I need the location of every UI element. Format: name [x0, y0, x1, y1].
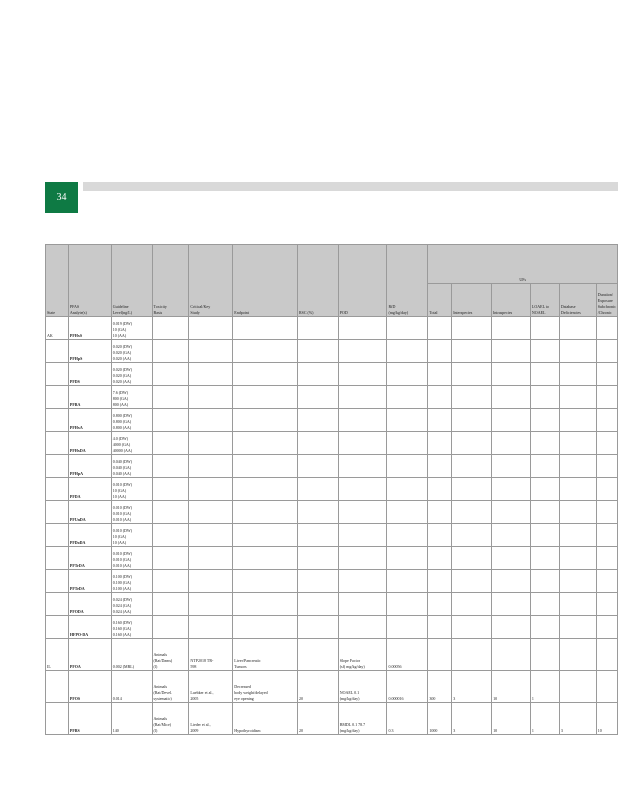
cell-inter: [452, 616, 492, 639]
cell-dur: [596, 501, 617, 524]
cell-db: [559, 501, 596, 524]
cell-total: [428, 616, 452, 639]
cell-endpoint: [233, 317, 298, 340]
cell-basis: [152, 478, 189, 501]
header-rsc: RSC (%): [297, 245, 338, 317]
cell-db: [559, 455, 596, 478]
cell-rfd: [387, 501, 428, 524]
cell-basis: [152, 570, 189, 593]
table-row: [46, 317, 618, 340]
cell-analyte: PFHxA: [68, 409, 111, 432]
cell-pod: [338, 524, 387, 547]
cell-inter: [452, 639, 492, 671]
cell-rsc: [297, 317, 338, 340]
cell-loael: [530, 432, 559, 455]
cell-loael: [530, 593, 559, 616]
cell-study: [189, 432, 233, 455]
cell-dur: [596, 570, 617, 593]
cell-total: 300: [428, 671, 452, 703]
cell-rfd: [387, 363, 428, 386]
cell-rsc: [297, 639, 338, 671]
cell-state: [46, 340, 69, 363]
table-row: [46, 570, 618, 593]
page-number-badge: 34: [45, 182, 78, 213]
table-row: [46, 593, 618, 616]
cell-total: [428, 501, 452, 524]
cell-db: [559, 409, 596, 432]
cell-db: 3: [559, 703, 596, 735]
cell-endpoint: [233, 547, 298, 570]
cell-basis: Animals (Rat/Devel. systematic): [152, 671, 189, 703]
cell-inter: [452, 363, 492, 386]
cell-level: 0.010 (DW) 10 (GA) 10 (AA): [111, 524, 152, 547]
cell-dur: [596, 547, 617, 570]
cell-basis: [152, 317, 189, 340]
cell-basis: [152, 501, 189, 524]
header-state: State: [46, 245, 69, 317]
cell-state: [46, 478, 69, 501]
cell-db: [559, 317, 596, 340]
header-level: Guideline Level(ng/L): [111, 245, 152, 317]
cell-intra: [492, 386, 531, 409]
cell-study: [189, 386, 233, 409]
cell-rsc: [297, 524, 338, 547]
cell-level: 0.160 (DW) 0.160 (GA) 0.160 (AA): [111, 616, 152, 639]
cell-inter: [452, 547, 492, 570]
cell-pod: [338, 593, 387, 616]
cell-endpoint: Liver/Pancreatic Tumors: [233, 639, 298, 671]
table-row: [46, 386, 618, 409]
cell-level: 0.040 (DW) 0.040 (GA) 0.040 (AA): [111, 455, 152, 478]
cell-rfd: [387, 455, 428, 478]
cell-study: Luebker et al., 2005: [189, 671, 233, 703]
cell-analyte: PFDS: [68, 363, 111, 386]
cell-dur: [596, 363, 617, 386]
cell-intra: [492, 593, 531, 616]
cell-inter: [452, 570, 492, 593]
table-row: [46, 639, 618, 671]
cell-rfd: [387, 340, 428, 363]
cell-analyte: PFDoDA: [68, 524, 111, 547]
cell-loael: [530, 455, 559, 478]
cell-intra: [492, 639, 531, 671]
cell-inter: [452, 593, 492, 616]
cell-dur: [596, 340, 617, 363]
cell-dur: [596, 432, 617, 455]
cell-rsc: [297, 432, 338, 455]
cell-pod: [338, 455, 387, 478]
cell-db: [559, 570, 596, 593]
cell-loael: [530, 524, 559, 547]
cell-db: [559, 616, 596, 639]
cell-inter: [452, 455, 492, 478]
cell-level: 0.019 (DW) 10 (GA) 10 (AA): [111, 317, 152, 340]
cell-loael: [530, 639, 559, 671]
cell-level: 0.010 (DW) 10 (GA) 10 (AA): [111, 478, 152, 501]
cell-rfd: [387, 386, 428, 409]
cell-db: [559, 386, 596, 409]
cell-rsc: [297, 340, 338, 363]
cell-loael: 1: [530, 703, 559, 735]
cell-rfd: [387, 409, 428, 432]
cell-intra: [492, 432, 531, 455]
cell-loael: [530, 363, 559, 386]
cell-analyte: PFDA: [68, 478, 111, 501]
cell-pod: [338, 317, 387, 340]
cell-total: [428, 432, 452, 455]
cell-loael: [530, 340, 559, 363]
cell-endpoint: Hypothyroidism: [233, 703, 298, 735]
cell-level: 4.0 (DW) 4000 (GA) 40000 (AA): [111, 432, 152, 455]
cell-basis: [152, 409, 189, 432]
cell-basis: [152, 386, 189, 409]
cell-dur: [596, 455, 617, 478]
cell-intra: [492, 547, 531, 570]
cell-state: [46, 432, 69, 455]
cell-rsc: [297, 547, 338, 570]
cell-db: [559, 671, 596, 703]
cell-dur: [596, 478, 617, 501]
cell-study: [189, 317, 233, 340]
table-row: [46, 409, 618, 432]
cell-pod: [338, 386, 387, 409]
cell-pod: [338, 340, 387, 363]
cell-db: [559, 340, 596, 363]
cell-rfd: [387, 524, 428, 547]
cell-endpoint: [233, 616, 298, 639]
cell-rfd: [387, 432, 428, 455]
cell-level: 0.002 (MRL): [111, 639, 152, 671]
cell-inter: 3: [452, 671, 492, 703]
cell-endpoint: [233, 593, 298, 616]
cell-inter: [452, 386, 492, 409]
cell-total: [428, 455, 452, 478]
cell-dur: [596, 317, 617, 340]
cell-state: [46, 501, 69, 524]
cell-dur: [596, 593, 617, 616]
cell-rfd: [387, 547, 428, 570]
header-ufs: UFs: [428, 245, 618, 284]
cell-state: [46, 570, 69, 593]
header-bar: [83, 182, 618, 191]
cell-endpoint: [233, 340, 298, 363]
cell-intra: [492, 478, 531, 501]
table-row: [46, 524, 618, 547]
cell-total: [428, 409, 452, 432]
cell-db: [559, 432, 596, 455]
cell-dur: [596, 409, 617, 432]
cell-rsc: [297, 478, 338, 501]
cell-total: 1000: [428, 703, 452, 735]
cell-level: 0.014: [111, 671, 152, 703]
header-pod: POD: [338, 245, 387, 317]
cell-study: [189, 570, 233, 593]
cell-analyte: PFTrDA: [68, 547, 111, 570]
cell-endpoint: [233, 432, 298, 455]
cell-inter: 3: [452, 703, 492, 735]
cell-loael: [530, 386, 559, 409]
header-uf-database: Database Deficiencies: [559, 284, 596, 317]
cell-intra: [492, 363, 531, 386]
table-row: [46, 671, 618, 703]
cell-study: [189, 455, 233, 478]
cell-rsc: 20: [297, 671, 338, 703]
cell-inter: [452, 317, 492, 340]
header-uf-total: Total: [428, 284, 452, 317]
cell-total: [428, 570, 452, 593]
cell-study: [189, 593, 233, 616]
cell-rsc: [297, 570, 338, 593]
cell-intra: [492, 570, 531, 593]
cell-dur: 10: [596, 703, 617, 735]
table-header-row: [46, 245, 618, 284]
cell-inter: [452, 409, 492, 432]
cell-db: [559, 363, 596, 386]
table-row: [46, 455, 618, 478]
cell-state: [46, 524, 69, 547]
cell-endpoint: [233, 409, 298, 432]
cell-total: [428, 639, 452, 671]
cell-inter: [452, 501, 492, 524]
header-endpoint: Endpoint: [233, 245, 298, 317]
cell-level: 0.800 (DW) 0.800 (GA) 0.800 (AA): [111, 409, 152, 432]
cell-state: [46, 386, 69, 409]
cell-study: [189, 478, 233, 501]
cell-study: [189, 409, 233, 432]
cell-state: [46, 616, 69, 639]
table-row: [46, 432, 618, 455]
cell-level: 0.020 (DW) 0.020 (GA) 0.020 (AA): [111, 340, 152, 363]
cell-analyte: PFOA: [68, 639, 111, 671]
cell-level: 0.024 (DW) 0.024 (GA) 0.024 (AA): [111, 593, 152, 616]
cell-rsc: 20: [297, 703, 338, 735]
cell-state: [46, 455, 69, 478]
cell-endpoint: [233, 570, 298, 593]
cell-intra: [492, 501, 531, 524]
cell-study: Lieder et al., 2009: [189, 703, 233, 735]
cell-inter: [452, 478, 492, 501]
cell-analyte: HFPO-DA: [68, 616, 111, 639]
table-row: [46, 703, 618, 735]
cell-pod: [338, 478, 387, 501]
cell-rsc: [297, 616, 338, 639]
cell-endpoint: [233, 386, 298, 409]
header-rfd: RfD (mg/kg/day): [387, 245, 428, 317]
header-uf-intraspecies: Intraspecies: [492, 284, 531, 317]
cell-loael: 1: [530, 671, 559, 703]
cell-basis: [152, 616, 189, 639]
cell-state: IL: [46, 639, 69, 671]
table-row: [46, 501, 618, 524]
cell-study: [189, 501, 233, 524]
cell-analyte: PFBA: [68, 386, 111, 409]
cell-rfd: 0.00056: [387, 639, 428, 671]
cell-basis: [152, 340, 189, 363]
cell-rsc: [297, 386, 338, 409]
cell-intra: [492, 409, 531, 432]
cell-rfd: [387, 616, 428, 639]
cell-basis: [152, 363, 189, 386]
cell-pod: [338, 409, 387, 432]
cell-total: [428, 593, 452, 616]
cell-loael: [530, 501, 559, 524]
cell-dur: [596, 386, 617, 409]
table-row: [46, 616, 618, 639]
cell-db: [559, 478, 596, 501]
cell-state: [46, 593, 69, 616]
cell-analyte: PFHxDA: [68, 432, 111, 455]
cell-intra: [492, 616, 531, 639]
cell-analyte: PFHxS: [68, 317, 111, 340]
cell-inter: [452, 340, 492, 363]
cell-rfd: 0.3: [387, 703, 428, 735]
cell-pod: Slope Factor (sf) mg/kg/day): [338, 639, 387, 671]
cell-state: [46, 703, 69, 735]
cell-loael: [530, 616, 559, 639]
cell-endpoint: [233, 478, 298, 501]
cell-basis: [152, 455, 189, 478]
pfas-guideline-table: [45, 244, 618, 735]
cell-db: [559, 593, 596, 616]
header-toxicity-basis: Toxicity Basis: [152, 245, 189, 317]
cell-pod: [338, 570, 387, 593]
cell-state: [46, 671, 69, 703]
cell-intra: 10: [492, 671, 531, 703]
cell-analyte: PFHpS: [68, 340, 111, 363]
cell-rfd: [387, 570, 428, 593]
cell-level: 0.020 (DW) 0.020 (GA) 0.020 (AA): [111, 363, 152, 386]
cell-state: [46, 363, 69, 386]
table-body: [46, 317, 618, 735]
cell-level: 0.100 (DW) 0.100 (GA) 0.100 (AA): [111, 570, 152, 593]
cell-level: 140: [111, 703, 152, 735]
cell-basis: [152, 432, 189, 455]
table-row: [46, 478, 618, 501]
cell-level: 0.010 (DW) 0.010 (GA) 0.010 (AA): [111, 501, 152, 524]
cell-study: [189, 524, 233, 547]
cell-study: NTP2018 TR- 598: [189, 639, 233, 671]
cell-rsc: [297, 501, 338, 524]
cell-state: [46, 547, 69, 570]
cell-state: [46, 409, 69, 432]
cell-total: [428, 317, 452, 340]
cell-total: [428, 363, 452, 386]
cell-loael: [530, 478, 559, 501]
cell-intra: [492, 455, 531, 478]
cell-loael: [530, 570, 559, 593]
cell-total: [428, 478, 452, 501]
cell-analyte: PFBS: [68, 703, 111, 735]
cell-rsc: [297, 409, 338, 432]
cell-pod: [338, 363, 387, 386]
cell-inter: [452, 432, 492, 455]
cell-rfd: [387, 478, 428, 501]
cell-intra: [492, 317, 531, 340]
table-row: [46, 340, 618, 363]
cell-dur: [596, 616, 617, 639]
cell-pod: [338, 547, 387, 570]
header-uf-duration: Duration/ Exposure Subchronic /Chronic: [596, 284, 617, 317]
table-row: [46, 363, 618, 386]
cell-endpoint: [233, 501, 298, 524]
cell-analyte: PFOS: [68, 671, 111, 703]
cell-analyte: PFHpA: [68, 455, 111, 478]
cell-study: [189, 363, 233, 386]
cell-total: [428, 547, 452, 570]
cell-basis: Animals (Rat/Mice) (l): [152, 703, 189, 735]
header-analyte: PFAS Analyte(s): [68, 245, 111, 317]
cell-rfd: 0.000016: [387, 671, 428, 703]
cell-endpoint: [233, 455, 298, 478]
cell-pod: [338, 501, 387, 524]
cell-basis: Animals (Rat/Dams) (l): [152, 639, 189, 671]
cell-study: [189, 547, 233, 570]
cell-study: [189, 616, 233, 639]
cell-intra: [492, 524, 531, 547]
cell-endpoint: Decreased body weight/delayed eye opening: [233, 671, 298, 703]
cell-basis: [152, 524, 189, 547]
cell-loael: [530, 409, 559, 432]
cell-rfd: [387, 593, 428, 616]
cell-basis: [152, 547, 189, 570]
cell-pod: [338, 432, 387, 455]
cell-endpoint: [233, 524, 298, 547]
cell-study: [189, 340, 233, 363]
cell-total: [428, 386, 452, 409]
cell-inter: [452, 524, 492, 547]
cell-total: [428, 340, 452, 363]
cell-basis: [152, 593, 189, 616]
cell-endpoint: [233, 363, 298, 386]
cell-rsc: [297, 455, 338, 478]
header-study: Critical/Key Study: [189, 245, 233, 317]
cell-loael: [530, 547, 559, 570]
cell-dur: [596, 671, 617, 703]
cell-intra: 10: [492, 703, 531, 735]
cell-pod: BMDL 0.1 78.7 (mg/kg/day): [338, 703, 387, 735]
cell-db: [559, 547, 596, 570]
cell-intra: [492, 340, 531, 363]
cell-pod: NOAEL 0.1 (mg/kg/day): [338, 671, 387, 703]
header-uf-interspecies: Interspecies: [452, 284, 492, 317]
cell-level: 0.010 (DW) 0.010 (GA) 0.010 (AA): [111, 547, 152, 570]
cell-analyte: PFUnDA: [68, 501, 111, 524]
cell-db: [559, 639, 596, 671]
table-row: [46, 547, 618, 570]
cell-total: [428, 524, 452, 547]
cell-loael: [530, 317, 559, 340]
header-uf-loael: LOAEL to NOAEL: [530, 284, 559, 317]
cell-level: 7.6 (DW) 800 (GA) 800 (AA): [111, 386, 152, 409]
cell-rsc: [297, 363, 338, 386]
cell-state: AK: [46, 317, 69, 340]
cell-dur: [596, 639, 617, 671]
cell-db: [559, 524, 596, 547]
cell-dur: [596, 524, 617, 547]
cell-analyte: PFODA: [68, 593, 111, 616]
cell-rfd: [387, 317, 428, 340]
cell-analyte: PFTeDA: [68, 570, 111, 593]
cell-rsc: [297, 593, 338, 616]
cell-pod: [338, 616, 387, 639]
